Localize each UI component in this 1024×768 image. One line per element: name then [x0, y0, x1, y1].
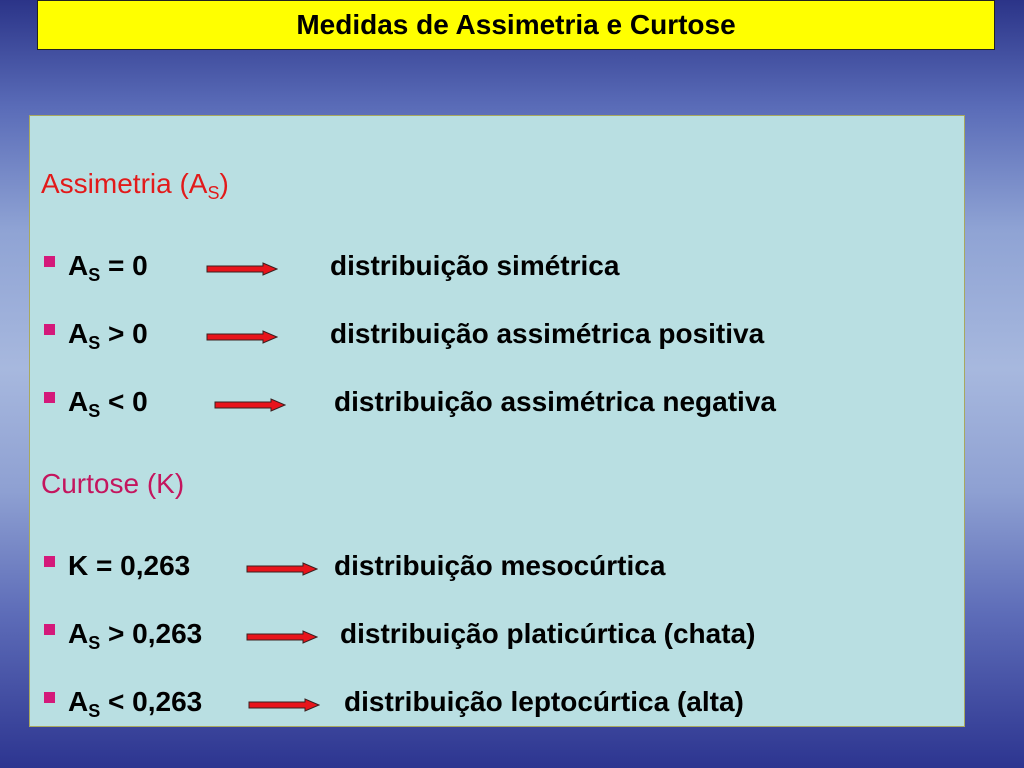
- assimetria-row-negative: [44, 386, 944, 422]
- condition-subscript: S: [88, 265, 101, 285]
- condition-description: distribuição assimétrica positiva: [330, 318, 765, 349]
- condition-relation: > 0: [100, 318, 148, 349]
- slide-title: Medidas de Assimetria e Curtose: [296, 9, 736, 40]
- square-bullet-icon: [44, 692, 55, 703]
- assimetria-row-positive: [44, 318, 944, 354]
- condition-symbol: A: [68, 618, 89, 649]
- condition-relation: = 0: [100, 250, 148, 281]
- condition-symbol: A: [68, 386, 89, 417]
- square-bullet-icon: [44, 556, 55, 567]
- condition-description: distribuição platicúrtica (chata): [340, 618, 756, 649]
- curtose-heading: Curtose (K): [41, 468, 185, 499]
- right-arrow-icon: [246, 562, 318, 576]
- right-arrow-icon: [246, 630, 318, 644]
- square-bullet-icon: [44, 256, 55, 267]
- assimetria-heading-close: ): [219, 168, 229, 199]
- condition-relation: < 0,263: [100, 686, 203, 717]
- condition: [68, 686, 202, 722]
- condition-description: distribuição simétrica: [330, 250, 620, 281]
- condition-subscript: S: [88, 701, 101, 721]
- curtose-row-mesocurtica: [44, 550, 944, 586]
- condition-description: distribuição assimétrica negativa: [334, 386, 776, 417]
- right-arrow-icon: [206, 330, 278, 344]
- right-arrow-icon: [206, 262, 278, 276]
- square-bullet-icon: [44, 392, 55, 403]
- condition-relation: < 0: [100, 386, 148, 417]
- condition: [68, 318, 148, 354]
- condition-symbol: A: [68, 250, 89, 281]
- condition: [68, 550, 190, 586]
- condition: [68, 250, 148, 286]
- condition-symbol: K: [68, 550, 89, 581]
- right-arrow-icon: [214, 398, 286, 412]
- condition-symbol: A: [68, 318, 89, 349]
- condition-description: distribuição mesocúrtica: [334, 550, 666, 581]
- condition: [68, 618, 202, 654]
- condition: [68, 386, 148, 422]
- condition-symbol: A: [68, 686, 89, 717]
- condition-subscript: S: [88, 401, 101, 421]
- assimetria-heading-subscript: S: [207, 183, 220, 203]
- square-bullet-icon: [44, 324, 55, 335]
- assimetria-row-symmetric: [44, 250, 944, 286]
- assimetria-heading: [41, 168, 229, 204]
- content-panel: [29, 115, 965, 727]
- square-bullet-icon: [44, 624, 55, 635]
- condition-subscript: S: [88, 633, 101, 653]
- right-arrow-icon: [248, 698, 320, 712]
- condition-relation: = 0,263: [88, 550, 191, 581]
- curtose-row-leptocurtica: [44, 686, 944, 722]
- condition-subscript: S: [88, 333, 101, 353]
- curtose-row-platicurtica: [44, 618, 944, 654]
- condition-relation: > 0,263: [100, 618, 203, 649]
- condition-description: distribuição leptocúrtica (alta): [344, 686, 744, 717]
- assimetria-heading-text: Assimetria (A: [41, 168, 208, 199]
- slide-title-bar: [37, 0, 995, 50]
